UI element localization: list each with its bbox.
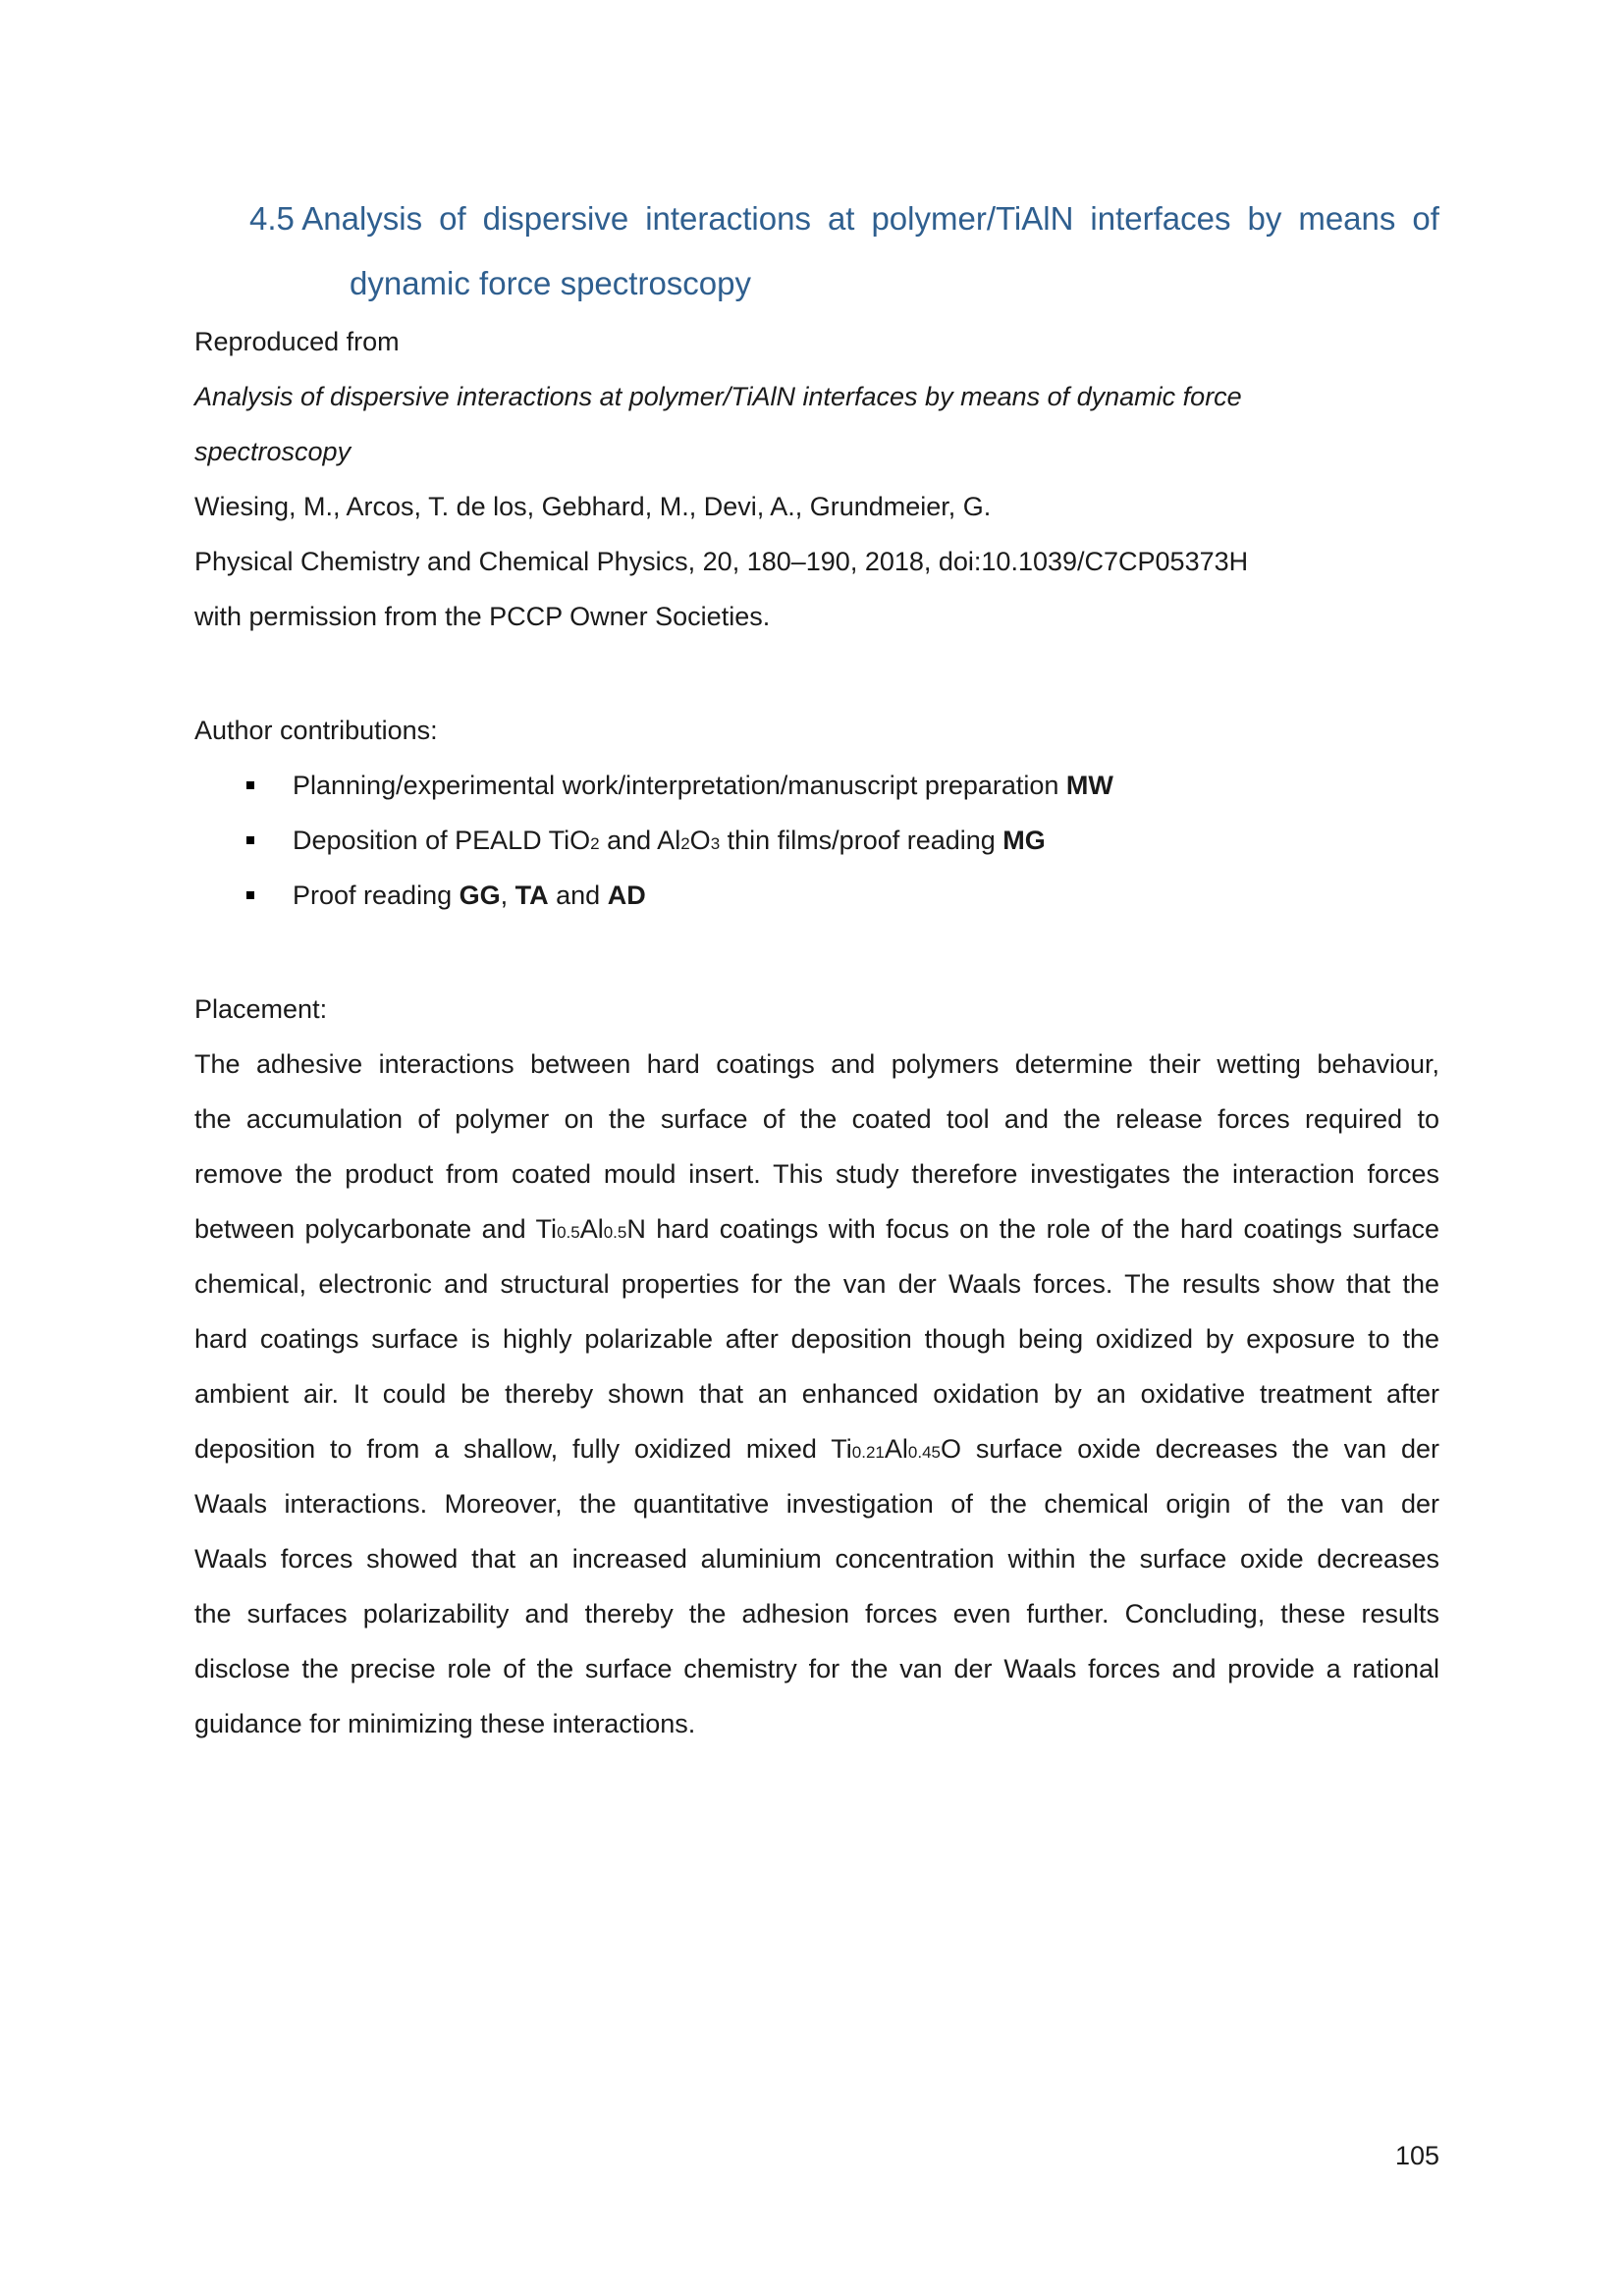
contributor-initials: GG — [459, 881, 501, 910]
contributor-initials: MG — [1002, 826, 1046, 855]
paragraph-line: the surfaces polarizability and thereby the adhesion forces even further. Concluding, these results — [194, 1599, 1439, 1629]
section-heading-number-and-first-word: 4.5 Analysis — [249, 200, 423, 237]
article-citation: Physical Chemistry and Chemical Physics, 20, 180–190, 2018, doi:10.1039/C7CP05373H — [194, 547, 1249, 576]
contributor-initials: AD — [607, 881, 646, 910]
article-title-line-2: spectroscopy — [194, 437, 352, 466]
heading-word: interfaces — [1090, 200, 1231, 237]
article-title-line-1: Analysis of dispersive interactions at polymer/TiAlN interfaces by means of dynamic force — [194, 382, 1242, 411]
heading-word: of — [1412, 200, 1439, 237]
heading-word: at — [827, 200, 855, 237]
heading-word: dispersive — [482, 200, 629, 237]
paragraph-line: Waals interactions. Moreover, the quantitative investigation of the chemical origin of the van der — [194, 1489, 1439, 1519]
paragraph-line: ambient air. It could be thereby shown that an enhanced oxidation by an oxidative treatment after — [194, 1379, 1439, 1409]
heading-word: interactions — [645, 200, 811, 237]
bullet-square-icon — [246, 836, 254, 844]
section-heading-line-2: dynamic force spectroscopy — [350, 265, 752, 301]
paragraph-line: chemical, electronic and structural properties for the van der Waals forces. The results show that the — [194, 1269, 1439, 1299]
section-heading-line-1 — [249, 187, 1439, 251]
page-number: 105 — [1394, 2141, 1439, 2170]
list-item: Deposition of PEALD TiO2 and Al2O3 thin films/proof reading MG — [194, 813, 1439, 868]
paragraph-line: between polycarbonate and Ti0.5Al0.5N hard coatings with focus on the role of the hard coatings surface — [194, 1214, 1439, 1244]
paragraph-line: The adhesive interactions between hard coatings and polymers determine their wetting behaviour, — [194, 1049, 1439, 1079]
paragraph-line: Waals forces showed that an increased aluminium concentration within the surface oxide decreases — [194, 1544, 1439, 1574]
heading-word: means — [1298, 200, 1396, 237]
heading-word: by — [1247, 200, 1282, 237]
list-item: Proof reading GG, TA and AD — [194, 868, 1439, 923]
paragraph-line: remove the product from coated mould insert. This study therefore investigates the interaction forces — [194, 1159, 1439, 1189]
bullet-square-icon — [246, 781, 254, 789]
contributions-list — [194, 758, 1439, 923]
placement-section — [194, 982, 1439, 1751]
bullet-square-icon — [246, 891, 254, 899]
paragraph-last-line: guidance for minimizing these interactions. — [194, 1709, 696, 1738]
placement-heading: Placement: — [194, 994, 328, 1024]
reproduction-note — [194, 314, 1439, 644]
author-contributions-heading: Author contributions: — [194, 716, 438, 745]
paragraph-line: the accumulation of polymer on the surface of the coated tool and the release forces required to — [194, 1104, 1439, 1134]
paragraph-line: deposition to from a shallow, fully oxidized mixed Ti0.21Al0.45O surface oxide decreases the van der — [194, 1434, 1439, 1464]
paragraph-line: disclose the precise role of the surface chemistry for the van der Waals forces and provide a rational — [194, 1654, 1439, 1683]
heading-word: polymer/TiAlN — [871, 200, 1074, 237]
permission-note: with permission from the PCCP Owner Societies. — [194, 602, 771, 631]
list-item: Planning/experimental work/interpretation/manuscript preparation MW — [194, 758, 1439, 813]
contributor-initials: TA — [514, 881, 549, 910]
reproduced-from-label: Reproduced from — [194, 327, 400, 356]
article-authors: Wiesing, M., Arcos, T. de los, Gebhard, M., Devi, A., Grundmeier, G. — [194, 492, 992, 521]
heading-word: of — [439, 200, 466, 237]
paragraph-line: hard coatings surface is highly polarizable after deposition though being oxidized by exposure to the — [194, 1324, 1439, 1354]
section-heading — [249, 187, 1439, 316]
contributor-initials: MW — [1065, 771, 1113, 800]
